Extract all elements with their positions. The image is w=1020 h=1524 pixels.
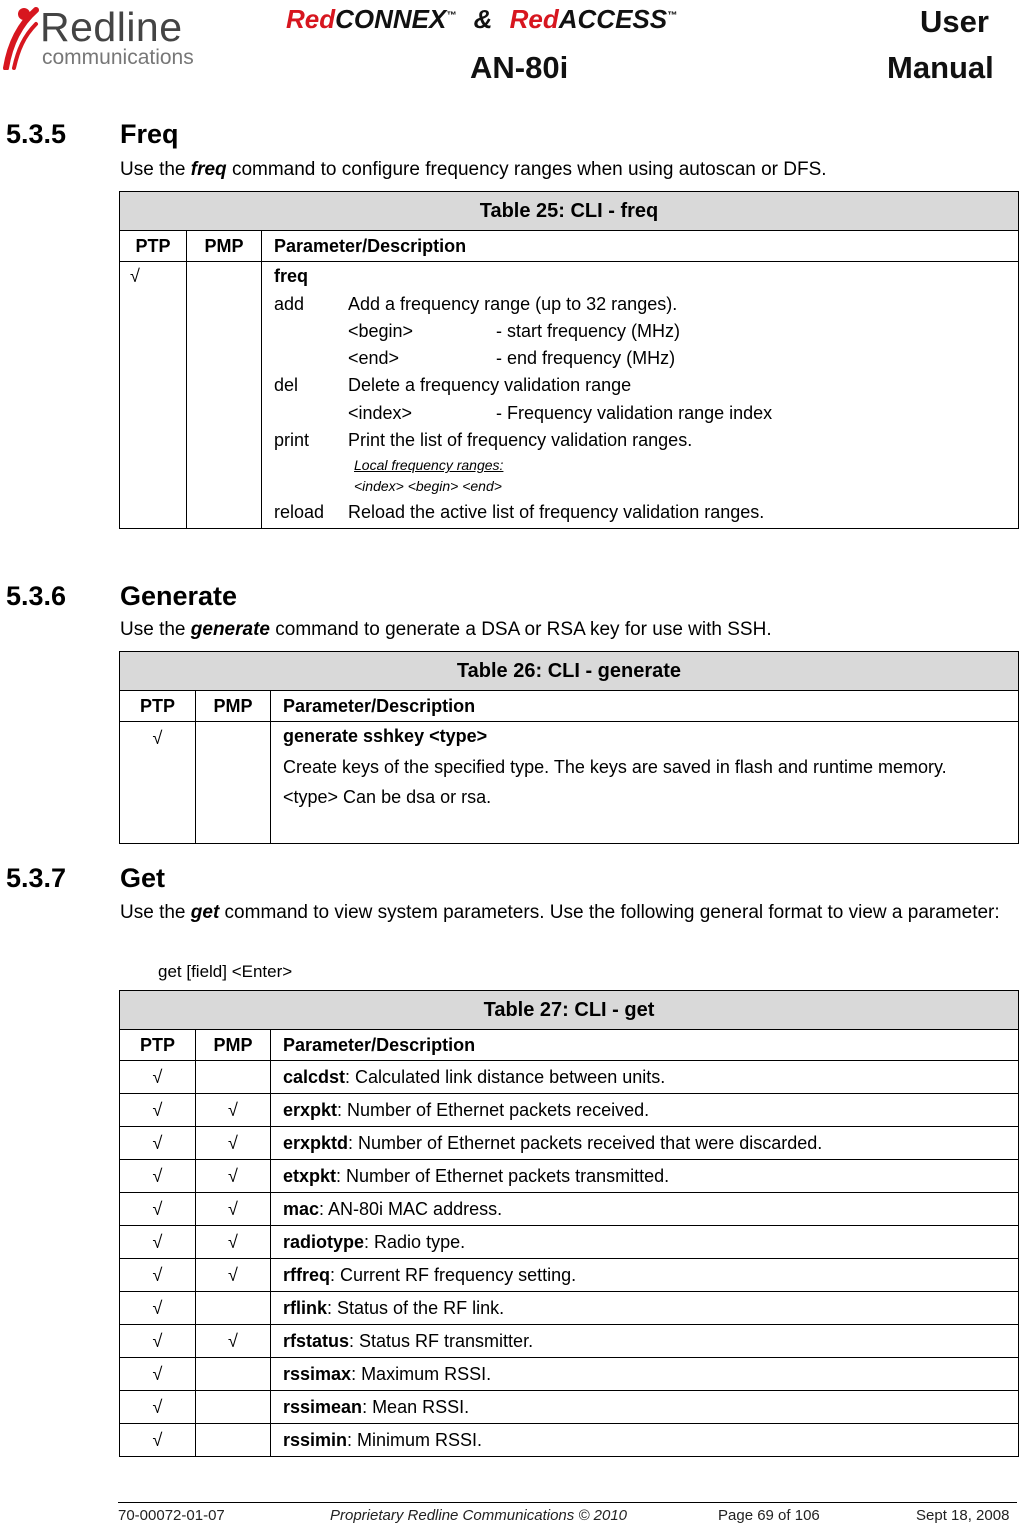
pmp-check: √: [196, 1160, 271, 1193]
generate-pmp-check: [196, 722, 271, 844]
ptp-check: √: [120, 1127, 196, 1160]
col-header-param-a: Parameter: [274, 235, 363, 256]
section-number-get: 5.3.7: [6, 863, 67, 893]
generate-command: generate sshkey <type>: [283, 726, 488, 746]
pmp-check: [196, 1292, 271, 1325]
pmp-check: [196, 1358, 271, 1391]
section-number-freq: 5.3.5: [6, 119, 67, 149]
table-row: [120, 1259, 1019, 1292]
brand-redaccess-rest: ACCESS: [558, 4, 668, 34]
ptp-check: √: [120, 1226, 196, 1259]
param-desc: : Current RF frequency setting.: [330, 1264, 577, 1285]
table-caption: Table 27: CLI - get: [120, 991, 1019, 1030]
redline-logo-icon: [2, 4, 40, 70]
pmp-check: √: [196, 1325, 271, 1358]
ptp-check: √: [120, 1094, 196, 1127]
param-description: [271, 1292, 1019, 1325]
param-desc: : Number of Ethernet packets transmitted.: [336, 1165, 670, 1186]
param-description: [271, 1391, 1019, 1424]
param-description: [271, 1160, 1019, 1193]
table-row: [120, 1094, 1019, 1127]
pmp-check: [196, 1391, 271, 1424]
freq-index-key: <index>: [348, 403, 413, 423]
table-row: [120, 1127, 1019, 1160]
get-intro-cmd: get: [190, 902, 220, 923]
generate-intro: [120, 619, 772, 641]
pmp-check: √: [196, 1226, 271, 1259]
param-desc: : Status of the RF link.: [327, 1297, 505, 1318]
param-name: erxpktd: [283, 1132, 349, 1153]
param-desc: : Number of Ethernet packets received that were discarded.: [348, 1132, 823, 1153]
freq-ptp-check: √: [120, 262, 187, 529]
col-header-pmp: PMP: [187, 231, 262, 262]
freq-begin-desc: - start frequency (MHz): [496, 321, 681, 341]
param-desc: : Minimum RSSI.: [347, 1429, 483, 1450]
ptp-check: √: [120, 1292, 196, 1325]
table-row: [120, 1292, 1019, 1325]
col-header-parameter: [262, 231, 1019, 262]
freq-intro: [120, 159, 827, 181]
param-description: [271, 1193, 1019, 1226]
param-description: [271, 1127, 1019, 1160]
freq-pmp-check: [187, 262, 262, 529]
section-title-get: Get: [120, 863, 166, 893]
table-row: [120, 1160, 1019, 1193]
get-intro-post: command to view system parameters. Use the following general format to view a parameter:: [219, 902, 1000, 923]
footer-proprietary: Proprietary Redline Communications © 2010: [330, 1507, 628, 1524]
section-number-generate: 5.3.6: [6, 581, 67, 611]
ptp-check: √: [120, 1358, 196, 1391]
col-header-param-b: /Description: [371, 695, 476, 716]
param-name: etxpkt: [283, 1165, 337, 1186]
product-brands: [286, 4, 677, 35]
freq-del-key: del: [274, 375, 299, 395]
get-table-body: [120, 1061, 1019, 1457]
param-name: rfstatus: [283, 1330, 350, 1351]
table-row: [120, 1325, 1019, 1358]
freq-local-ranges-label: Local frequency ranges:: [354, 457, 504, 473]
pmp-check: √: [196, 1193, 271, 1226]
ptp-check: √: [120, 1259, 196, 1292]
param-desc: : AN-80i MAC address.: [319, 1198, 503, 1219]
product-name: AN-80i: [470, 50, 569, 85]
generate-intro-post: command to generate a DSA or RSA key for use with SSH.: [269, 619, 772, 640]
col-header-param-b: /Description: [362, 235, 467, 256]
param-name: mac: [283, 1198, 320, 1219]
pmp-check: [196, 1424, 271, 1457]
param-name: rflink: [283, 1297, 328, 1318]
col-header-param-b: /Description: [371, 1034, 476, 1055]
table-cli-generate: [119, 651, 1019, 844]
param-desc: : Calculated link distance between units.: [345, 1066, 666, 1087]
freq-intro-cmd: freq: [190, 159, 227, 180]
logo-wordmark: Redline: [40, 4, 183, 50]
freq-reload-key: reload: [274, 502, 325, 522]
freq-add-desc: Add a frequency range (up to 32 ranges).: [348, 294, 678, 314]
table-row: [120, 1391, 1019, 1424]
ptp-check: √: [120, 1160, 196, 1193]
brand-ampersand: &: [473, 4, 493, 34]
pmp-check: √: [196, 1127, 271, 1160]
freq-print-key: print: [274, 430, 310, 450]
col-header-pmp: PMP: [196, 1030, 271, 1061]
freq-begin-key: <begin>: [348, 321, 414, 341]
col-header-param-a: Parameter: [283, 1034, 372, 1055]
param-name: erxpkt: [283, 1099, 338, 1120]
table-row: [120, 1061, 1019, 1094]
param-name: rffreq: [283, 1264, 331, 1285]
col-header-parameter: [271, 1030, 1019, 1061]
ptp-check: √: [120, 1391, 196, 1424]
col-header-ptp: PTP: [120, 1030, 196, 1061]
col-header-parameter: [271, 691, 1019, 722]
footer-doc-number: 70-00072-01-07: [118, 1507, 225, 1524]
freq-intro-post: command to configure frequency ranges when using autoscan or DFS.: [226, 159, 827, 180]
section-title-freq: Freq: [120, 119, 179, 149]
param-description: [271, 1358, 1019, 1391]
pmp-check: [196, 1061, 271, 1094]
ptp-check: √: [120, 1193, 196, 1226]
freq-del-desc: Delete a frequency validation range: [348, 375, 632, 395]
param-desc: : Mean RSSI.: [362, 1396, 470, 1417]
get-intro-pre: Use the: [120, 902, 191, 923]
col-header-ptp: PTP: [120, 231, 187, 262]
pmp-check: √: [196, 1094, 271, 1127]
param-description: [271, 1226, 1019, 1259]
param-name: rssimax: [283, 1363, 352, 1384]
freq-description: [262, 262, 1019, 529]
ptp-check: √: [120, 1325, 196, 1358]
freq-print-desc: Print the list of frequency validation ranges.: [348, 430, 693, 450]
param-desc: : Status RF transmitter.: [349, 1330, 534, 1351]
brand-redconnex-rest: CONNEX: [335, 4, 447, 34]
footer-page: Page 69 of 106: [718, 1507, 820, 1524]
freq-add-key: add: [274, 294, 305, 314]
table-cli-freq: [119, 191, 1019, 529]
generate-desc: Create keys of the specified type. The keys are saved in flash and runtime memory.: [283, 757, 947, 777]
param-desc: : Radio type.: [364, 1231, 466, 1252]
get-usage: get [field] <Enter>: [158, 962, 293, 981]
ptp-check: √: [120, 1424, 196, 1457]
get-intro: [120, 900, 1019, 926]
ptp-check: √: [120, 1061, 196, 1094]
freq-end-desc: - end frequency (MHz): [496, 348, 676, 368]
freq-command: freq: [274, 266, 309, 286]
footer-rule: [118, 1502, 1017, 1503]
freq-intro-pre: Use the: [120, 159, 191, 180]
param-name: radiotype: [283, 1231, 365, 1252]
brand-redconnex-red: Red: [286, 4, 336, 34]
col-header-pmp: PMP: [196, 691, 271, 722]
table-caption: Table 25: CLI - freq: [120, 192, 1019, 231]
table-row: [120, 1193, 1019, 1226]
freq-local-ranges-format: <index> <begin> <end>: [354, 478, 502, 494]
section-title-generate: Generate: [120, 581, 238, 611]
footer-date: Sept 18, 2008: [916, 1507, 1010, 1524]
generate-intro-pre: Use the: [120, 619, 191, 640]
freq-index-desc: - Frequency validation range index: [496, 403, 773, 423]
logo-subtitle: communications: [42, 46, 194, 69]
param-desc: : Number of Ethernet packets received.: [337, 1099, 650, 1120]
param-description: [271, 1259, 1019, 1292]
table-caption: Table 26: CLI - generate: [120, 652, 1019, 691]
freq-reload-desc: Reload the active list of frequency validation ranges.: [348, 502, 765, 522]
param-name: rssimin: [283, 1429, 348, 1450]
param-name: rssimean: [283, 1396, 363, 1417]
freq-end-key: <end>: [348, 348, 400, 368]
col-header-param-a: Parameter: [283, 695, 372, 716]
param-description: [271, 1325, 1019, 1358]
doc-type-line1: User: [920, 4, 989, 39]
generate-ptp-check: √: [120, 722, 196, 844]
table-row: [120, 1226, 1019, 1259]
tm-mark-2: ™: [667, 10, 678, 22]
tm-mark: ™: [446, 10, 457, 22]
doc-type-line2: Manual: [887, 50, 994, 85]
table-cli-get: [119, 990, 1019, 1457]
table-row: [120, 1358, 1019, 1391]
param-description: [271, 1424, 1019, 1457]
generate-description: [271, 722, 1019, 844]
param-description: [271, 1094, 1019, 1127]
generate-type-line: <type> Can be dsa or rsa.: [283, 787, 492, 807]
pmp-check: √: [196, 1259, 271, 1292]
brand-redaccess-red: Red: [509, 4, 559, 34]
generate-intro-cmd: generate: [190, 619, 270, 640]
param-description: [271, 1061, 1019, 1094]
param-desc: : Maximum RSSI.: [351, 1363, 492, 1384]
table-row: [120, 1424, 1019, 1457]
param-name: calcdst: [283, 1066, 346, 1087]
col-header-ptp: PTP: [120, 691, 196, 722]
